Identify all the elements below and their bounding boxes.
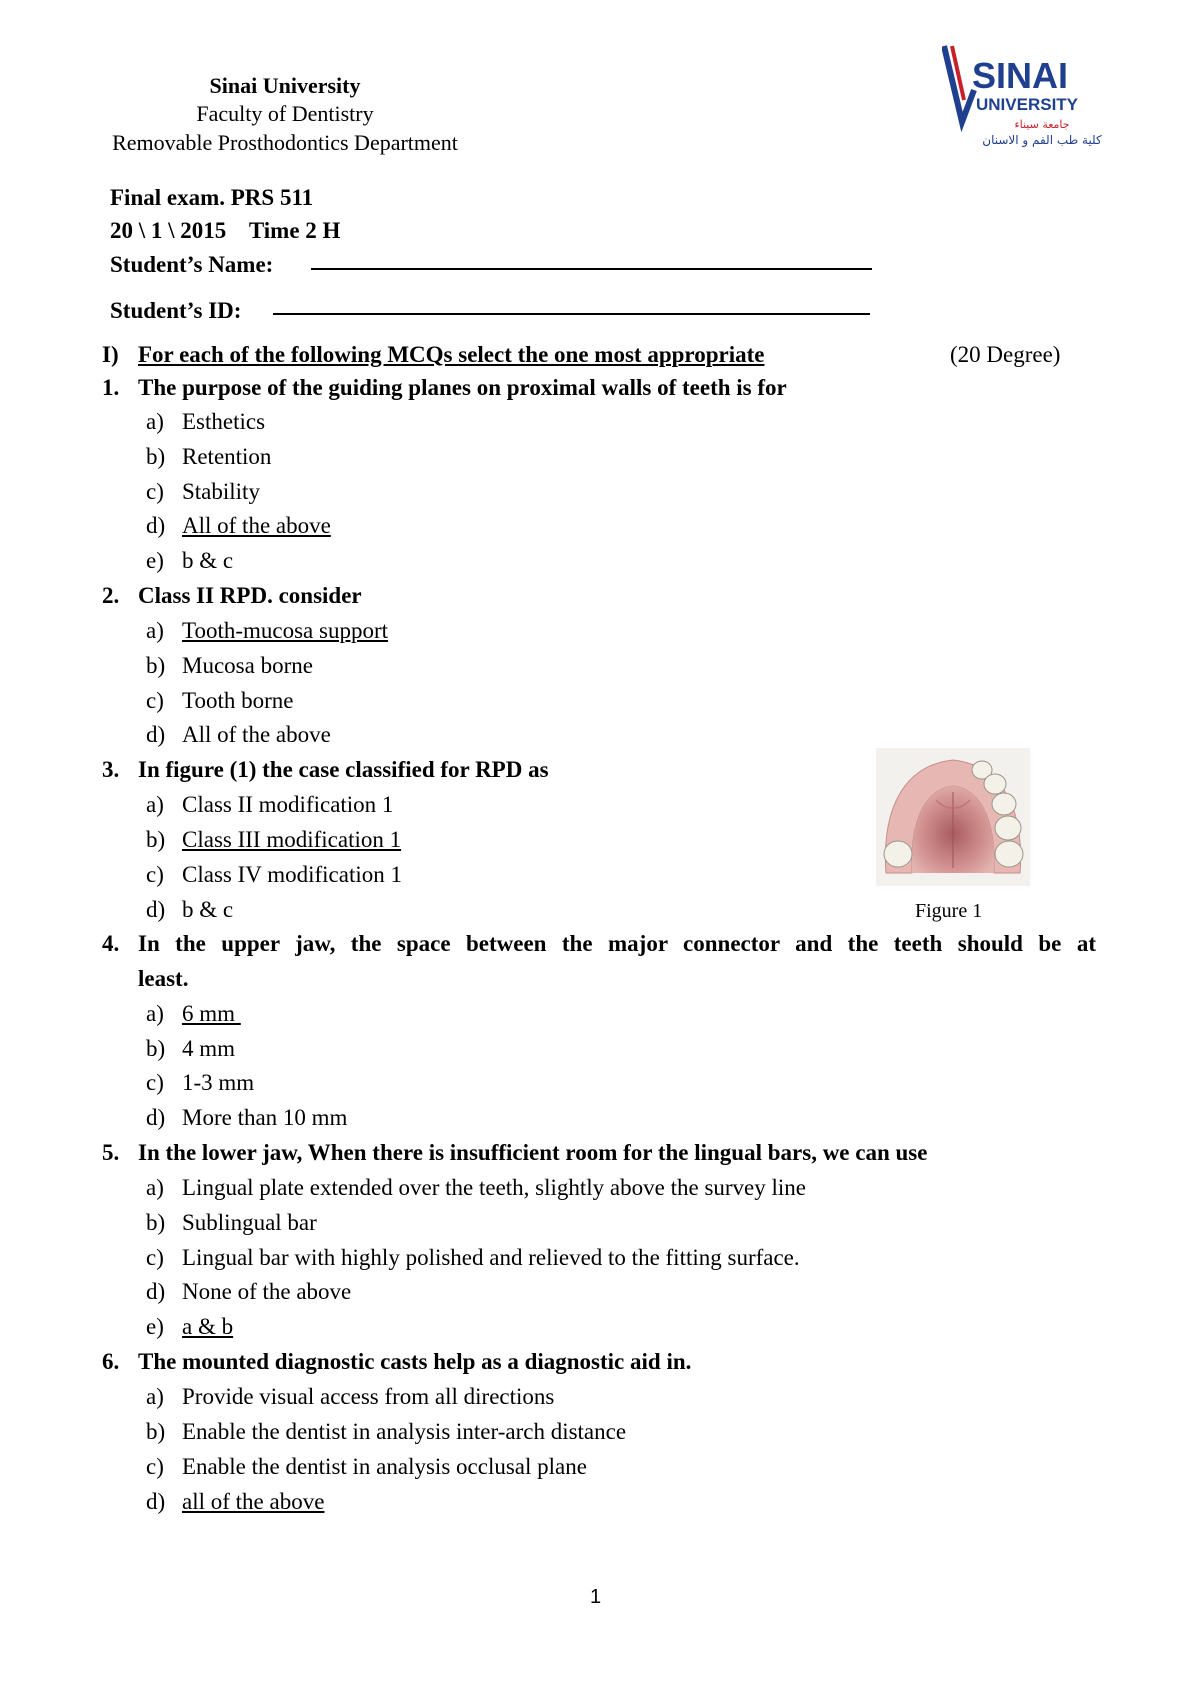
page-number: 1	[590, 1586, 602, 1608]
option-letter: a)	[146, 409, 164, 434]
option-text[interactable]: Lingual bar with highly polished and relieved to the fitting surface.	[182, 1245, 800, 1270]
option-letter: d)	[146, 513, 166, 538]
question-text-continued: least.	[138, 966, 189, 991]
question-text: In the upper jaw, the space between the major connector and the teeth should be at	[138, 931, 1096, 956]
student-name-label: Student’s Name:	[110, 252, 274, 277]
question-text: The mounted diagnostic casts help as a diagnostic aid in.	[138, 1349, 692, 1374]
option-letter: b)	[146, 1210, 166, 1235]
option-text[interactable]: Sublingual bar	[182, 1210, 317, 1235]
option-letter: b)	[146, 1419, 166, 1444]
logo-arabic-faculty: كلية طب الفم و الاسنان	[982, 133, 1102, 147]
university-name: Sinai University	[209, 73, 361, 98]
option-text[interactable]: 1-3 mm	[182, 1070, 255, 1095]
option-text[interactable]: Enable the dentist in analysis inter-arch distance	[182, 1419, 627, 1444]
option-text[interactable]: 4 mm	[182, 1036, 236, 1061]
option-letter: c)	[146, 688, 164, 713]
question-number: 5.	[102, 1140, 120, 1165]
option-letter: a)	[146, 1384, 164, 1409]
figure-caption: Figure 1	[915, 900, 983, 922]
student-id-label: Student’s ID:	[110, 298, 242, 323]
question-number: 3.	[102, 757, 120, 782]
department-name: Removable Prosthodontics Department	[112, 130, 458, 155]
option-letter: a)	[146, 792, 164, 817]
option-letter: b)	[146, 653, 166, 678]
question-number: 1.	[102, 375, 120, 400]
option-text-correct[interactable]: 6 mm	[182, 1001, 241, 1026]
question-text: In figure (1) the case classified for RPD as	[138, 757, 549, 782]
sinai-university-logo	[942, 40, 1102, 150]
question-number: 4.	[102, 931, 120, 956]
logo-main-text: SINAI	[972, 55, 1069, 96]
option-text-correct[interactable]: a & b	[182, 1314, 234, 1339]
option-text-correct[interactable]: Class III modification 1	[182, 827, 402, 852]
option-text[interactable]: b & c	[182, 897, 234, 922]
section-marks: (20 Degree)	[950, 342, 1061, 367]
option-text[interactable]: More than 10 mm	[182, 1105, 348, 1130]
question-text: The purpose of the guiding planes on proximal walls of teeth is for	[138, 375, 787, 400]
option-text[interactable]: Mucosa borne	[182, 653, 313, 678]
section-instruction: For each of the following MCQs select the one most appropriate	[138, 342, 765, 367]
option-text[interactable]: Class II modification 1	[182, 792, 394, 817]
question-number: 2.	[102, 583, 120, 608]
student-name-line[interactable]	[311, 268, 872, 270]
option-text[interactable]: Class IV modification 1	[182, 862, 402, 887]
option-text[interactable]: Tooth borne	[182, 688, 294, 713]
option-letter: b)	[146, 444, 166, 469]
option-text-correct[interactable]: All of the above	[182, 513, 331, 538]
option-letter: a)	[146, 1001, 164, 1026]
option-letter: d)	[146, 897, 166, 922]
option-letter: c)	[146, 1070, 164, 1095]
student-id-line[interactable]	[273, 313, 870, 315]
option-text[interactable]: b & c	[182, 548, 234, 573]
option-text[interactable]: Stability	[182, 479, 260, 504]
option-text-correct[interactable]: Tooth-mucosa support	[182, 618, 389, 643]
option-letter: c)	[146, 1454, 164, 1479]
option-text-correct[interactable]: all of the above	[182, 1489, 325, 1514]
option-letter: b)	[146, 827, 166, 852]
option-letter: d)	[146, 1105, 166, 1130]
option-letter: c)	[146, 862, 164, 887]
option-letter: b)	[146, 1036, 166, 1061]
question-text: In the lower jaw, When there is insufficient room for the lingual bars, we can use	[138, 1140, 928, 1165]
option-text[interactable]: Retention	[182, 444, 272, 469]
figure-1-dental-arch	[876, 748, 1030, 886]
option-letter: d)	[146, 722, 166, 747]
logo-sub-text: UNIVERSITY	[976, 95, 1079, 114]
option-text[interactable]: None of the above	[182, 1279, 352, 1304]
section-roman: I)	[102, 342, 119, 367]
question-text: Class II RPD. consider	[138, 583, 362, 608]
option-text[interactable]: All of the above	[182, 722, 331, 747]
option-letter: c)	[146, 1245, 164, 1270]
option-text[interactable]: Enable the dentist in analysis occlusal plane	[182, 1454, 587, 1479]
option-text[interactable]: Provide visual access from all directions	[182, 1384, 555, 1409]
exam-title: Final exam. PRS 511	[110, 185, 314, 210]
option-letter: a)	[146, 618, 164, 643]
option-letter: d)	[146, 1279, 166, 1304]
option-letter: d)	[146, 1489, 166, 1514]
exam-date-time: 20 \ 1 \ 2015 Time 2 H	[110, 218, 341, 243]
option-text[interactable]: Lingual plate extended over the teeth, slightly above the survey line	[182, 1175, 806, 1200]
option-text[interactable]: Esthetics	[182, 409, 266, 434]
option-letter: e)	[146, 1314, 164, 1339]
question-number: 6.	[102, 1349, 120, 1374]
faculty-name: Faculty of Dentistry	[196, 101, 374, 126]
logo-arabic-university: جامعة سيناء	[1014, 118, 1070, 131]
option-letter: a)	[146, 1175, 164, 1200]
option-letter: c)	[146, 479, 164, 504]
option-letter: e)	[146, 548, 164, 573]
